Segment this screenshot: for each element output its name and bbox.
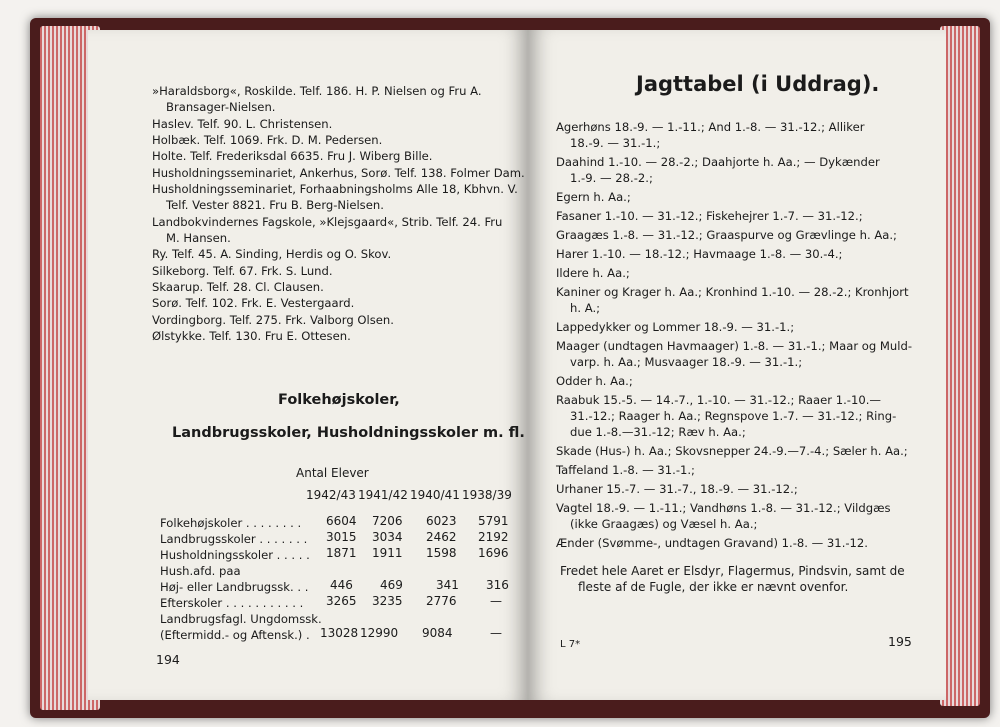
table-row-label: Landbrugsfagl. Ungdomssk. <box>160 612 322 626</box>
entry-line: Raabuk 15.-5. — 14.-7., 1.-10. — 31.-12.; Raaer 1.-10.— <box>556 393 881 407</box>
entry-line: due 1.-8.—31.-12; Ræv h. Aa.; <box>570 425 746 439</box>
table-header: 1938/39 <box>462 488 512 502</box>
entry-line: Graagæs 1.-8. — 31.-12.; Graaspurve og Grævlinge h. Aa.; <box>556 228 897 242</box>
entry-line: h. A.; <box>570 301 601 315</box>
table-cell: 9084 <box>422 626 453 640</box>
entry-line: Daahind 1.-10. — 28.-2.; Daahjorte h. Aa.; — Dykænder <box>556 155 880 169</box>
table-cell: 3265 <box>326 594 357 608</box>
table-row-label: Landbrugsskoler . . . . . . . <box>160 532 308 546</box>
entry-line: Taffeland 1.-8. — 31.-1.; <box>556 463 695 477</box>
table-cell: 12990 <box>360 626 399 640</box>
address-line: Skaarup. Telf. 28. Cl. Clausen. <box>152 280 324 294</box>
address-line: Vordingborg. Telf. 275. Frk. Valborg Olsen. <box>152 313 394 327</box>
page-edges-right <box>940 26 980 706</box>
table-header: 1941/42 <box>358 488 408 502</box>
address-line: Holte. Telf. Frederiksdal 6635. Fru J. Wiberg Bille. <box>152 149 433 163</box>
address-line: Husholdningsseminariet, Forhaabningsholms Alle 18, Kbhvn. V. <box>152 182 518 196</box>
entry-line: varp. h. Aa.; Musvaager 18.-9. — 31.-1.; <box>570 355 803 369</box>
address-line: Telf. Vester 8821. Fru B. Berg-Nielsen. <box>166 198 384 212</box>
address-line: Husholdningsseminariet, Ankerhus, Sorø. Telf. 138. Folmer Dam. <box>152 166 525 180</box>
table-cell: 3034 <box>372 530 403 544</box>
entry-line: Kaniner og Krager h. Aa.; Kronhind 1.-10. — 28.-2.; Kronhjort <box>556 285 909 299</box>
protected-note: fleste af de Fugle, der ikke er nævnt ovenfor. <box>578 580 849 594</box>
table-row-label: Høj- eller Landbrugssk. . . <box>160 580 309 594</box>
table-cell: 6604 <box>326 514 357 528</box>
address-line: Haslev. Telf. 90. L. Christensen. <box>152 117 333 131</box>
table-cell: 2776 <box>426 594 457 608</box>
table-cell: 2192 <box>478 530 509 544</box>
entry-line: Lappedykker og Lommer 18.-9. — 31.-1.; <box>556 320 795 334</box>
table-cell: 341 <box>436 578 459 592</box>
entry-line: 1.-9. — 28.-2.; <box>570 171 653 185</box>
page-title: Jagttabel (i Uddrag). <box>636 72 880 96</box>
table-header: 1942/43 <box>306 488 356 502</box>
table-cell: 1911 <box>372 546 403 560</box>
entry-line: Ænder (Svømme-, undtagen Gravand) 1.-8. — 31.-12. <box>556 536 868 550</box>
table-row-label: (Eftermidd.- og Aftensk.) . <box>160 628 310 642</box>
address-line: Ølstykke. Telf. 130. Fru E. Ottesen. <box>152 329 351 343</box>
address-line: Bransager-Nielsen. <box>166 100 276 114</box>
table-title: Antal Elever <box>296 466 369 480</box>
section-heading: Folkehøjskoler, <box>278 392 400 408</box>
table-cell: 5791 <box>478 514 509 528</box>
table-row-label: Folkehøjskoler . . . . . . . . <box>160 516 302 530</box>
address-line: »Haraldsborg«, Roskilde. Telf. 186. H. P. Nielsen og Fru A. <box>152 84 482 98</box>
entry-line: Vagtel 18.-9. — 1.-11.; Vandhøns 1.-8. — 31.-12.; Vildgæs <box>556 501 891 515</box>
table-cell: 1696 <box>478 546 509 560</box>
entry-line: 31.-12.; Raager h. Aa.; Regnspove 1.-7. — 31.-12.; Ring- <box>570 409 897 423</box>
table-cell: 469 <box>380 578 403 592</box>
table-header: 1940/41 <box>410 488 460 502</box>
address-line: Silkeborg. Telf. 67. Frk. S. Lund. <box>152 264 333 278</box>
table-cell: — <box>490 626 502 640</box>
entry-line: Egern h. Aa.; <box>556 190 631 204</box>
entry-line: Urhaner 15.-7. — 31.-7., 18.-9. — 31.-12.; <box>556 482 798 496</box>
address-line: M. Hansen. <box>166 231 231 245</box>
table-cell: — <box>490 594 502 608</box>
entry-line: Ildere h. Aa.; <box>556 266 630 280</box>
entry-line: (ikke Graagæs) og Væsel h. Aa.; <box>570 517 758 531</box>
address-line: Landbokvindernes Fagskole, »Klejsgaard«, Strib. Telf. 24. Fru <box>152 215 503 229</box>
table-row-label: Efterskoler . . . . . . . . . . . <box>160 596 304 610</box>
entry-line: Odder h. Aa.; <box>556 374 633 388</box>
protected-note: Fredet hele Aaret er Elsdyr, Flagermus, Pindsvin, samt de <box>560 564 905 578</box>
address-line: Ry. Telf. 45. A. Sinding, Herdis og O. Skov. <box>152 247 392 261</box>
table-cell: 6023 <box>426 514 457 528</box>
table-cell: 446 <box>330 578 353 592</box>
table-cell: 7206 <box>372 514 403 528</box>
address-line: Holbæk. Telf. 1069. Frk. D. M. Pedersen. <box>152 133 383 147</box>
entry-line: Maager (undtagen Havmaager) 1.-8. — 31.-1.; Maar og Muld- <box>556 339 913 353</box>
table-cell: 3235 <box>372 594 403 608</box>
page-number: 194 <box>156 652 180 667</box>
table-cell: 3015 <box>326 530 357 544</box>
table-row-label: Husholdningsskoler . . . . . <box>160 548 310 562</box>
entry-line: Harer 1.-10. — 18.-12.; Havmaage 1.-8. — 30.-4.; <box>556 247 843 261</box>
section-heading: Landbrugsskoler, Husholdningsskoler m. fl. <box>172 425 525 441</box>
entry-line: Fasaner 1.-10. — 31.-12.; Fiskehejrer 1.-7. — 31.-12.; <box>556 209 863 223</box>
entry-line: Agerhøns 18.-9. — 1.-11.; And 1.-8. — 31.-12.; Alliker <box>556 120 865 134</box>
table-row-label: Hush.afd. paa <box>160 564 241 578</box>
entry-line: 18.-9. — 31.-1.; <box>570 136 661 150</box>
table-cell: 1871 <box>326 546 357 560</box>
table-cell: 1598 <box>426 546 457 560</box>
table-cell: 316 <box>486 578 509 592</box>
page-number: 195 <box>888 634 912 649</box>
entry-line: Skade (Hus-) h. Aa.; Skovsnepper 24.-9.—7.-4.; Sæler h. Aa.; <box>556 444 908 458</box>
address-line: Sorø. Telf. 102. Frk. E. Vestergaard. <box>152 296 355 310</box>
table-cell: 13028 <box>320 626 359 640</box>
signature-mark: L 7* <box>560 639 581 650</box>
table-cell: 2462 <box>426 530 457 544</box>
